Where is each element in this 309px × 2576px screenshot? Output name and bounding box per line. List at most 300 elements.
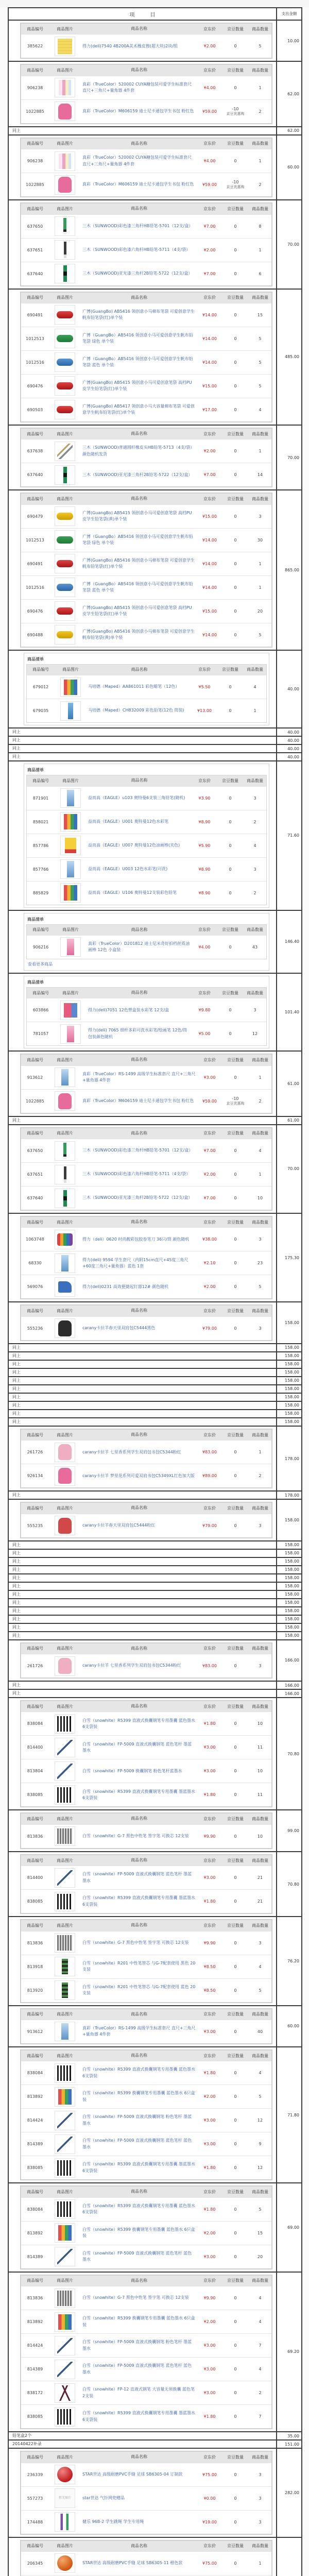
product-name-cell: [81, 1235, 197, 1244]
bean-count: 0: [234, 561, 237, 566]
column-header: 商品编号: [32, 667, 49, 672]
column-header: 京豆数量: [222, 990, 238, 995]
product-name-link[interactable]: 真彩（TrueColor）M606159 迪士尼卡通包学生书包 粉红色: [82, 109, 194, 114]
jd-price-value: ¥14.00: [202, 632, 217, 637]
column-header: 京豆数量: [227, 2012, 244, 2017]
product-image: [55, 101, 75, 121]
jd-price: [197, 2365, 222, 2373]
product-row: [21, 1464, 271, 1487]
product-id: 637640: [27, 472, 43, 478]
product-id: 813804: [27, 1769, 43, 1774]
product-name-link[interactable]: 广博(GuangBo) AB5415 领创意小马可爱创意笔袋 高档PU皮学生铅笔袋(红)单个装: [82, 605, 192, 617]
product-row: [21, 2108, 271, 2132]
product-id: 1022885: [26, 109, 44, 114]
product-row: [21, 1275, 271, 1298]
note-text: 同上: [12, 1583, 21, 1588]
amount-cell: 40.00: [276, 737, 301, 744]
bean-count: 0: [234, 271, 237, 276]
product-name-cell: [81, 2249, 197, 2265]
product-image-cell: [55, 834, 87, 857]
product-name-link[interactable]: 白雪（snowhite）R5399 直液式换囊钢笔专用墨囊 墨蓝墨水 6支袋装: [82, 1895, 196, 1907]
order-group: [9, 2448, 301, 2536]
product-name-link[interactable]: 马培德（Maped）AA861011 彩色蜡笔（12色）: [88, 684, 180, 689]
product-name-link[interactable]: 三木（SUNWOOD)彩色漆三角杆HB铅笔-5701（12支/盒）: [82, 1148, 193, 1153]
column-header: 商品数量: [252, 2012, 268, 2017]
jd-price-value: ¥7.00: [203, 224, 216, 229]
product-name-link[interactable]: 白雪（snowhite）R5399 直液式换囊钢笔专用墨囊 蓝色墨水 6支袋装: [82, 2067, 196, 2078]
bean-count: 0: [234, 537, 237, 543]
column-header: 商品图片: [57, 431, 73, 436]
product-name-cell: [81, 1938, 197, 1947]
product-name-link[interactable]: 白雪（snowhite）FP-5009 直液式换囊钢笔 粉色笔杆 墨蓝墨水: [82, 2340, 192, 2351]
product-name-link[interactable]: 白雪（snowhite）FP-5009 直液式换囊钢笔 蓝色笔杆 墨蓝墨水: [82, 1741, 192, 1753]
product-name-link[interactable]: 白雪（snowhite）R5399 直液式换囊钢笔专用墨囊 墨蓝墨水 6支袋装: [82, 2411, 196, 2422]
product-row: [21, 214, 271, 238]
column-header: 商品名称: [131, 1816, 147, 1821]
bean-count: 0: [234, 514, 237, 519]
product-image: [55, 1738, 75, 1757]
item-quantity: 6: [259, 271, 262, 276]
product-name-link[interactable]: 得力(deli) 9594 学生套尺（内附15cm直尺+45度三角尺+60度三角尺+量角器）蓝色 1套: [82, 1257, 188, 1268]
product-name-link[interactable]: 三木（SUNWOOD)普通圆杆橡皮头HB铅笔-5713（4支/袋）颜色随机发货: [82, 445, 195, 456]
product-image-cell: [55, 1023, 87, 1045]
product-name-link[interactable]: 白雪（snowhite）G-7 黑色中性笔 签字笔 可换芯 12支装: [82, 2295, 189, 2300]
amount-cell: 61.00: [276, 1052, 301, 1115]
product-name-cell: [81, 1521, 197, 1530]
product-image-cell: [49, 2020, 81, 2043]
group-content: [9, 1427, 276, 1490]
product-image: [60, 701, 81, 721]
amount-cell: 158.00: [276, 1352, 301, 1360]
jd-price-value: ¥3.00: [203, 2343, 216, 2348]
product-name-link[interactable]: 白雪（snowhite）R5399 直液式换囊钢笔专用墨囊 蓝色墨水 6支袋装: [82, 1718, 196, 1729]
column-header: 商品图片: [57, 1432, 73, 1437]
bean-count: 0: [234, 1664, 237, 1669]
product-name-link[interactable]: STAR世达 高级耐磨PVC手缝 足球 SB6305-11 橙色款: [82, 2561, 183, 2566]
product-id: 838085: [27, 1792, 43, 1798]
item-quantity: 3: [259, 1664, 262, 1669]
jd-price-value: ¥2.00: [203, 449, 216, 454]
item-quantity: 15: [257, 312, 263, 317]
product-name-link[interactable]: 广博(GuangBo) AB5416 领创意小马棉布笔袋 可爱创意学生帆布铅笔袋(黄)单个装: [82, 629, 195, 640]
amount-cell: 70.00: [276, 200, 301, 288]
product-name-link[interactable]: star世达 气针网兜赠品: [82, 2495, 125, 2500]
product-name-link[interactable]: 得力(deli)7540 4B200A美术橡皮擦(超大块)2块/组: [82, 43, 178, 48]
jd-price-value: ¥1.80: [203, 2414, 216, 2419]
table-header-row: [21, 1701, 271, 1711]
amount-cell: [276, 2538, 301, 2576]
product-image-cell: [49, 239, 81, 261]
product-name-link[interactable]: 益而高（EAGLE）U106 奥特曼12支装彩色铅笔: [88, 890, 177, 895]
product-name-cell: [87, 706, 192, 715]
product-row: [27, 786, 266, 810]
note-row: [9, 1351, 301, 1360]
product-name-link[interactable]: 真彩（TrueColor）RS-1499 高级学生标准套尺 直尺+三角尺+量角器 4件套: [82, 1071, 196, 1083]
product-id: 236339: [27, 2472, 43, 2477]
product-row: [21, 1162, 271, 1186]
product-name-link[interactable]: 白雪（snowhite）R5399 换囊钢笔专用墨囊 蓝色墨水 6只盒装: [82, 2091, 195, 2102]
product-name-link[interactable]: STAR世达 高级耐磨PVC手缝 足球 SB6305-04 订制款: [82, 2471, 183, 2477]
product-name-link[interactable]: 马培德（Maped）CH832009 彩色铅笔(12色 筒装): [88, 708, 184, 713]
product-name-link[interactable]: carany卡拉羊 七里香系列学生双肩包书包C5344粉红: [82, 1663, 181, 1668]
product-image: [55, 175, 75, 195]
product-name-link[interactable]: 白雪（snowhite）FP-5009 换囊钢笔 粉色笔杆蓝墨水: [82, 1768, 182, 1773]
product-name-link[interactable]: 白雪（snowhite）R201 中性笔替芯 与G-7配套使用 蓝色 20支装: [82, 1984, 196, 1996]
product-name-cell: [81, 1661, 197, 1670]
table-header-row: [21, 2541, 271, 2551]
note-text: 同上: [12, 1345, 21, 1350]
product-name-link[interactable]: 真彩（TrueColor）D201812 迪士尼米奇好拍档丝质油画棒 12色 小盒装: [88, 941, 190, 953]
note-row: [9, 727, 301, 736]
product-id: 1012513: [26, 336, 44, 341]
product-name-link[interactable]: carany卡拉羊 梦里花系列可爱双肩书包C5349XL红色加大版: [82, 1473, 195, 1478]
column-header: 京豆数量: [227, 206, 244, 211]
bean-count: 0: [229, 708, 232, 714]
product-image-cell: [49, 2157, 81, 2179]
product-name-cell: [81, 2293, 197, 2302]
item-quantity: 8: [259, 224, 262, 229]
product-name-link[interactable]: carany卡拉羊 七里香系列学生双肩包书包C5344粉红: [82, 1449, 181, 1454]
product-name-link[interactable]: 白雪（snowhite）R201 中性笔替芯 与G-7配套使用 黑色 20支装: [82, 1960, 196, 1972]
product-id: 569076: [27, 1284, 43, 1290]
product-id: 871901: [32, 795, 49, 801]
table-header-row: [21, 1503, 271, 1513]
note-text: 同上: [12, 1361, 21, 1366]
product-name-cell: [81, 2409, 197, 2425]
column-header: 京东价: [198, 667, 211, 672]
jd-price-value: ¥8.90: [198, 867, 211, 872]
product-id: 261726: [27, 1450, 43, 1455]
product-name-cell: [81, 2337, 197, 2353]
group-content: [9, 1500, 276, 1540]
product-name-cell: [81, 580, 197, 596]
product-id: 1012516: [26, 360, 44, 365]
product-name-link[interactable]: 广博(GuangBo) AB5416 领创意小马棉布笔袋 可爱创意学生帆布铅笔袋(红)单个装: [82, 557, 195, 569]
jd-price-value: ¥3.00: [203, 2029, 216, 2034]
product-name-link[interactable]: 益而高（EAGLE）u103 奥特曼6支装三角铅笔(随机): [88, 795, 185, 800]
product-image-cell: [49, 1890, 81, 1913]
product-name-link[interactable]: 得力(deli)0231 高效便捷起钉器12# 颜色随机: [82, 1284, 169, 1289]
column-header: 商品数量: [252, 1432, 268, 1437]
product-name-link[interactable]: 益而高（EAGLE）U007 奥特曼12色油画棒(夹色): [88, 842, 180, 848]
product-name-cell: [87, 817, 192, 826]
product-image: [60, 812, 81, 832]
column-header: 商品数量: [252, 206, 268, 211]
column-header: 商品编号: [27, 1131, 43, 1136]
product-name-link[interactable]: 三木（SUNWOOD)彩色漆六角杆HB铅笔-5711（4支/袋）: [82, 1172, 191, 1177]
bean-promo-label: 京豆优惠购: [226, 111, 245, 116]
product-image: [55, 1826, 75, 1846]
product-name-cell: [81, 1832, 197, 1841]
product-row: [27, 857, 266, 881]
product-name-link[interactable]: 得力(deli)7051 12色塑盒装水彩笔 12支/盒: [88, 1007, 169, 1012]
product-name-link[interactable]: 白雪（snowhite）FP-5009 直液式换囊钢笔 蓝色笔杆 蓝色墨水: [82, 2138, 192, 2149]
column-header: 商品名称: [131, 2011, 147, 2016]
jd-price: [197, 2206, 222, 2213]
product-image-cell: [49, 1655, 81, 1677]
product-id: 838085: [27, 2165, 43, 2171]
product-image: [55, 1516, 75, 1535]
jd-price: [197, 1897, 222, 1905]
table-header-row: [21, 2050, 271, 2061]
column-header: 商品编号: [27, 206, 43, 211]
product-row: [21, 1759, 271, 1783]
jd-price: [197, 2093, 222, 2100]
jd-price: [197, 359, 222, 366]
product-id: 813836: [27, 1940, 43, 1945]
amount-cell: 158.00: [276, 1302, 301, 1343]
product-row: [21, 552, 271, 575]
product-name-link[interactable]: 三木（SUNWOOD)彩色漆三角杆HB铅笔-5701（12支/盒）: [82, 223, 193, 228]
product-name-link[interactable]: 真彩（TrueColor）M606159 迪士尼卡通包学生书包 粉红色: [82, 182, 194, 187]
product-name-link[interactable]: 白雪（snowhite）G-7 黑色中性笔 签字笔 可换芯 12支装: [82, 1834, 189, 1839]
product-name-link[interactable]: 广博(GuangBo) AB5415 领创意小马可爱创意笔袋 高档PU皮学生铅笔袋(红)单个装: [82, 380, 192, 392]
note-text: 同上: [12, 1411, 21, 1416]
product-id: 906216: [32, 944, 49, 950]
product-name-cell: [87, 682, 192, 691]
table-header-row: [21, 1643, 271, 1654]
product-name-link[interactable]: 真彩（TrueColor）M606159 迪士尼卡通包学生书包 粉红色: [82, 1098, 194, 1103]
product-name-link[interactable]: 广博(GuangBo) AB5416 领创意小马棉布笔袋 可爱创意学生帆布铅笔袋(红)单个装: [82, 309, 195, 320]
note-text: 同上: [12, 1419, 21, 1424]
product-image: [55, 2223, 75, 2243]
table-header-row: [27, 988, 266, 998]
note-text: 同上: [12, 1633, 21, 1638]
column-header: 京东价: [203, 2012, 216, 2017]
product-name-link[interactable]: 三木（SUNWOOD)亚光漆三角杆2B铅笔-5722（12支/盒）: [82, 1195, 193, 1200]
column-header: 商品名称: [131, 1308, 147, 1313]
bean-count: 0: [234, 2519, 237, 2524]
bean-count: 0: [234, 1834, 237, 1839]
note-row: [9, 1368, 301, 1376]
product-image: [60, 836, 81, 855]
product-name-link[interactable]: 白雪（snowhite）FP-12 直液式钢笔 大容量无须换囊 蓝色笔2支装: [82, 2387, 195, 2398]
product-table: [21, 2050, 272, 2180]
product-name-link[interactable]: 三木（SUNWOOD)彩色漆六角杆HB铅笔-5711（4支/袋）: [82, 247, 191, 252]
product-image: [55, 352, 75, 372]
product-image-cell: [49, 1090, 81, 1112]
product-name-link[interactable]: 得力（deli）0620 时尚靓彩包胶卷笔刀 36只/筒 颜色随机: [82, 1236, 190, 1242]
product-table: [26, 924, 267, 959]
amount-cell: 158.00: [276, 1632, 301, 1639]
bean-count: -10 京豆优惠购: [222, 178, 249, 191]
product-image: [55, 2312, 75, 2332]
product-name-link[interactable]: 白雪（snowhite）FP-5009 直液式换囊钢笔 蓝色笔杆 蓝色墨水: [82, 2250, 192, 2262]
column-header: 商品数量: [252, 2278, 268, 2283]
product-name-link[interactable]: 白雪（snowhite）R5399 直液式换囊钢笔专用墨囊 墨蓝墨水 6支袋装: [82, 2162, 196, 2173]
product-id: 838085: [27, 1899, 43, 1904]
jd-price: [197, 2294, 222, 2302]
product-image: [55, 1957, 75, 1976]
product-image-cell: [49, 552, 81, 575]
product-image-cell: [55, 999, 87, 1022]
product-name-link[interactable]: 益而高（EAGLE）U001 奥特曼12色水彩笔: [88, 819, 168, 824]
note-row: [9, 736, 301, 744]
product-image: [60, 1024, 81, 1044]
note-row: [9, 1116, 301, 1124]
product-image-cell: [55, 882, 87, 904]
product-row: [21, 2333, 271, 2357]
column-header: 商品数量: [252, 1131, 268, 1136]
jd-price: [197, 1662, 222, 1670]
item-quantity: 4: [253, 685, 256, 690]
order-group: [9, 489, 301, 649]
product-name-link[interactable]: 白雪（snowhite）FP-5009 直液式换囊钢笔 蓝色笔杆 蓝色墨水: [82, 2363, 192, 2375]
product-name-link[interactable]: 三木（SUNWOOD)亚光漆三角杆2B铅笔-5722（12支/盒）: [82, 472, 193, 477]
item-quantity: 14: [257, 472, 263, 478]
product-table: [21, 1502, 272, 1537]
product-image-cell: [49, 1228, 81, 1251]
table-header-row: [21, 1128, 271, 1139]
product-name-link[interactable]: 真彩（TrueColor）RS-1499 高级学生标准套尺 直尺+三角尺+量角器 4件套: [82, 2026, 196, 2037]
product-row: [21, 575, 271, 599]
bean-count: 0: [234, 1473, 237, 1479]
jd-price-value: ¥5.50: [198, 685, 211, 690]
item-quantity: 4: [259, 2071, 262, 2076]
jd-price-value: ¥14.00: [202, 336, 217, 341]
product-name-link[interactable]: 得力(deli) 7065 细杆多彩可洗水彩笔/绘画笔 12色/筒 包装颜色随机: [88, 1028, 187, 1039]
product-name-link[interactable]: 三木（SUNWOOD)亚光漆三角杆2B铅笔-5722（12支/盒）: [82, 270, 193, 276]
product-name-link[interactable]: 白雪（snowhite）R5399 直液式换囊钢笔专用墨囊 蓝色墨水 6支袋装: [82, 2203, 196, 2215]
product-name-link[interactable]: 广博（GuangBo）AB5416 领创意小马可爱创意学生帆布铅笔袋 蓝色 单个装: [82, 357, 193, 368]
order-group: [9, 1809, 301, 1851]
bean-count: 0: [234, 312, 237, 317]
product-name-link[interactable]: 健乐 96B-2 学生跳绳 学生专用绳: [82, 2519, 144, 2524]
product-row: [21, 2510, 271, 2534]
product-row: [21, 1824, 271, 1848]
product-image: [55, 1091, 75, 1111]
product-row: [21, 504, 271, 528]
amount-cell: 70.80: [276, 1698, 301, 1809]
product-row: [21, 34, 271, 58]
column-header: 商品编号: [32, 778, 49, 783]
product-name-cell: [81, 1716, 197, 1732]
jd-price-value: ¥5.00: [198, 1031, 211, 1037]
bean-count: -10 京豆优惠购: [222, 105, 249, 118]
column-header: 京豆数量: [227, 1309, 244, 1314]
product-id: 814389: [27, 2142, 43, 2147]
table-header-row: [21, 2187, 271, 2197]
bean-count: 0: [234, 608, 237, 614]
product-image: [55, 329, 75, 348]
note-text: 同上: [12, 1542, 21, 1547]
product-name-cell: [81, 2558, 197, 2568]
amount-cell: 158.00: [276, 1385, 301, 1393]
list-title: 商品清单: [27, 917, 44, 922]
product-name-link[interactable]: 广博（GuangBo）AB5416 领创意小马可爱创意学生帆布铅笔袋 蓝色 单个装: [82, 581, 193, 593]
bean-count: 0: [234, 1745, 237, 1750]
jd-price-value: ¥3.00: [203, 1875, 216, 1880]
jd-price-value: ¥2.00: [203, 247, 216, 252]
product-name-link[interactable]: 广博（GuangBo）AB5416 领创意小马可爱创意学生帆布铅笔袋 绿色 单个装: [82, 333, 193, 344]
jd-price-value: ¥3.00: [203, 1745, 216, 1750]
group-content: [9, 1640, 276, 1681]
note-text: 同上: [12, 1691, 21, 1696]
amount-cell: 158.00: [276, 1410, 301, 1417]
item-quantity: 43: [252, 944, 258, 950]
item-quantity: 15: [257, 2230, 263, 2235]
product-row: [21, 99, 271, 123]
product-name-link[interactable]: 白雪（snowhite）G-7 黑色中性笔 签字笔 可换芯 12支装: [82, 1940, 189, 1945]
column-header: 商品数量: [252, 1704, 268, 1709]
product-image-cell: [49, 623, 81, 646]
amount-cell: 151.00: [276, 2441, 301, 2448]
note-row: [9, 1557, 301, 1565]
product-name-link[interactable]: 真彩（TrueColor）520002 CUYA糖包装可爱学生标准套尺 直尺+三角尺+量角器 4件套: [82, 155, 192, 166]
bean-count: 0: [234, 632, 237, 637]
product-name-link[interactable]: carany卡拉羊春天里双肩包C5444黑色: [82, 1326, 156, 1331]
product-image-cell: [49, 1317, 81, 1340]
column-header: 商品编号: [27, 2454, 43, 2460]
product-name-link[interactable]: 白雪（snowhite）R5399 直液式换囊钢笔专用墨囊 墨蓝墨水 6支袋装: [82, 1789, 196, 1800]
amount-cell: 158.00: [276, 1361, 301, 1368]
jd-price-value: ¥2.00: [203, 2094, 216, 2099]
amount-cell: 69.00: [276, 2183, 301, 2271]
jd-price: [197, 536, 222, 544]
product-name-link[interactable]: 白雪（snowhite）R5399 换囊钢笔专用墨囊 蓝色墨水 6只盒装: [82, 2316, 195, 2327]
product-name-cell: [81, 1146, 197, 1155]
product-name-link[interactable]: 广博(GuangBo) AB5417 领创意小马大容量棉布笔袋 可爱创意学生帆布铅笔袋(红)单个装: [82, 404, 195, 415]
group-content: [9, 761, 276, 909]
column-header: 京东价: [203, 1646, 216, 1651]
product-id: 206345: [27, 2561, 43, 2566]
product-name-link[interactable]: carany卡拉羊春天里双肩包C5444粉红: [82, 1522, 156, 1528]
order-group: [9, 1697, 301, 1809]
item-quantity: 3: [259, 1523, 262, 1528]
more-products-link[interactable]: 查看更多商品: [28, 961, 53, 967]
note-text: 同上: [12, 746, 21, 751]
column-header: 京东价: [203, 1309, 216, 1314]
product-name-link[interactable]: 白雪（snowhite）R5399 换囊钢笔专用墨囊 蓝色墨水 6只盒装: [82, 2227, 195, 2239]
jd-price-value: ¥3.00: [203, 1075, 216, 1080]
note-text: 同上: [12, 754, 21, 759]
note-row: [9, 1598, 301, 1606]
product-name-cell: [87, 841, 192, 850]
bean-count: 0: [234, 1196, 237, 1201]
product-name-link[interactable]: 真彩（TrueColor）520002 CUYA糖包装可爱学生标准套尺 直尺+三角尺+量角器 4件套: [82, 81, 192, 93]
note-text: 同上: [12, 1369, 21, 1375]
bean-count: 0: [234, 2367, 237, 2372]
product-id: 690491: [27, 561, 43, 566]
table-header-row: [21, 293, 271, 303]
product-image-cell: [49, 1441, 81, 1464]
note-row: [9, 1343, 301, 1351]
product-block: [20, 2451, 272, 2534]
amount-cell: 71.80: [276, 2047, 301, 2182]
product-id: 690491: [27, 312, 43, 317]
note-row: [9, 1401, 301, 1409]
product-name-link[interactable]: 广博（GuangBo）AB5416 领创意小马可爱创意学生帆布铅笔袋 绿色 单个装: [82, 534, 193, 546]
order-group: [9, 2005, 301, 2046]
column-header: 京东价: [203, 26, 216, 31]
product-image: [55, 2022, 75, 2041]
order-group: [9, 2272, 301, 2431]
item-quantity: 2: [259, 109, 262, 114]
product-name-link[interactable]: 白雪（snowhite）FP-5009 直液式换囊钢笔 蓝色笔杆 墨蓝墨水: [82, 1872, 192, 1883]
product-image-cell: [49, 1784, 81, 1806]
group-content: [9, 1125, 276, 1213]
product-row: [21, 2061, 271, 2084]
product-name-link[interactable]: 白雪（snowhite）FP-5009 直液式换囊钢笔 粉色笔杆 墨蓝墨水: [82, 2114, 192, 2126]
bean-count: 0: [234, 1875, 237, 1880]
column-header: 京东价: [203, 431, 216, 436]
product-name-link[interactable]: 益而高（EAGLE）U003 12色水彩笔(可洗): [88, 866, 168, 871]
order-group: [9, 910, 301, 973]
product-name-link[interactable]: 广博(GuangBo) AB5415 领创意小马可爱创意笔袋 高档PU皮学生铅笔袋(黄)单个装: [82, 510, 192, 522]
product-table: [21, 64, 272, 123]
product-image: [55, 1933, 75, 1953]
bean-count: 0: [234, 1284, 237, 1290]
